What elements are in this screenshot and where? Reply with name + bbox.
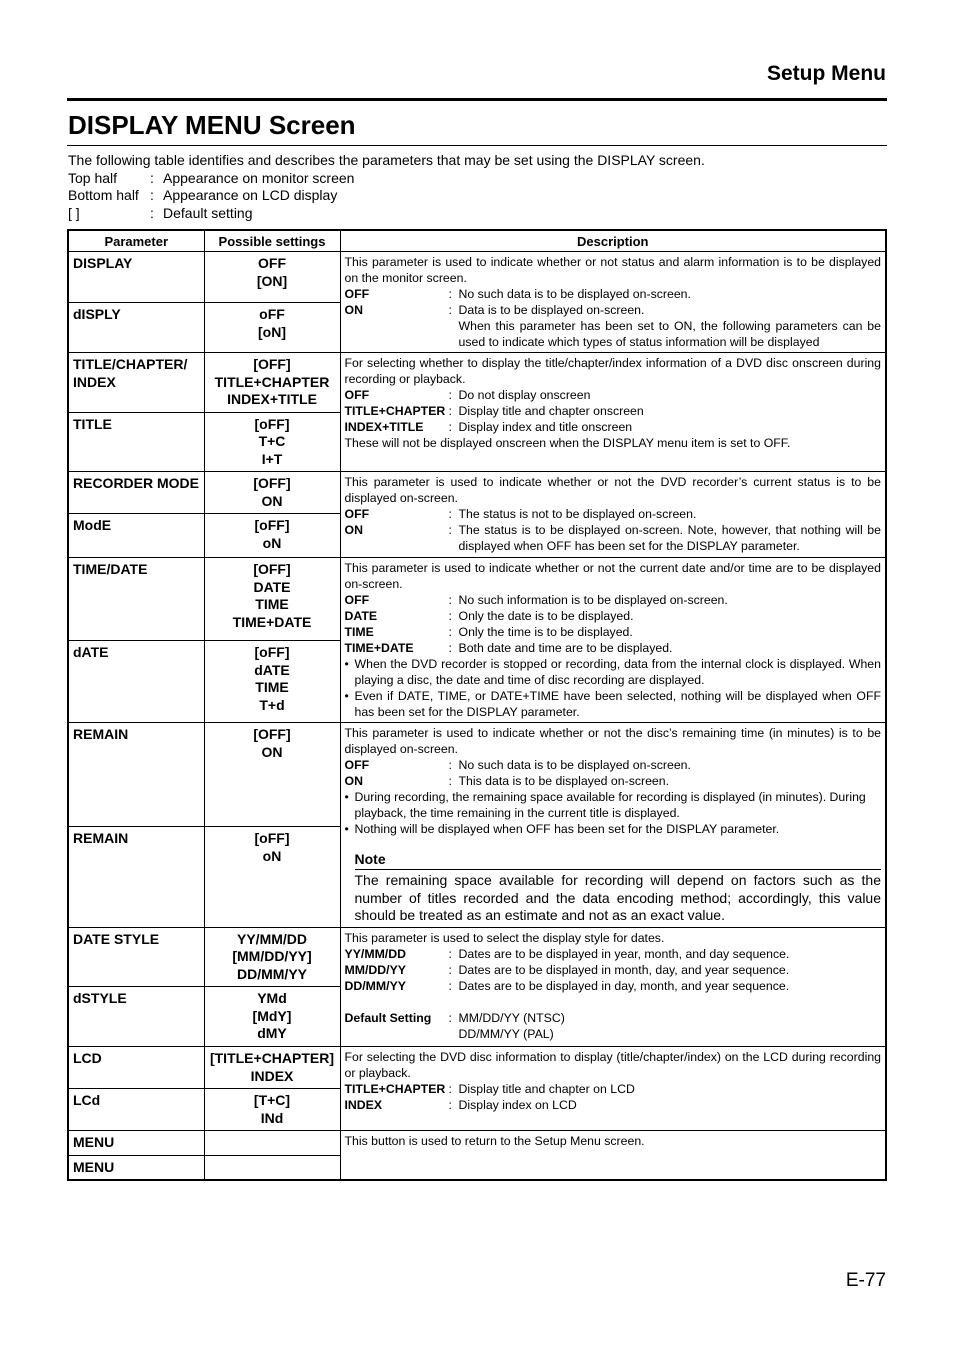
settings-bottom (204, 412, 340, 472)
bullet-item: • During recording, the remaining space available for recording is displayed (in minutes). During playback, the time remaining in the current title is displayed. (344, 790, 866, 820)
setting: oN (262, 847, 282, 864)
setting: YMd (257, 990, 287, 1006)
setting: [OFF] (253, 561, 291, 577)
option-item: TITLE+CHAPTER : Display title and chapter on LCD (344, 1082, 635, 1096)
option-item: INDEX : Display index on LCD (344, 1098, 577, 1112)
header-description: Description (340, 230, 886, 252)
setting: INDEX+TITLE (227, 391, 317, 407)
setting: ON (261, 492, 283, 509)
settings-top (204, 353, 340, 413)
setting: T+d (259, 696, 285, 713)
setting: INd (260, 1109, 284, 1126)
option-item: MM/DD/YY : Dates are to be displayed in month, day, and year sequence. (344, 962, 790, 977)
setting: [OFF] (253, 726, 291, 742)
setting: TIME+DATE (232, 613, 312, 630)
option-item: DATE : Only the date is to be displayed. (344, 609, 634, 623)
option-item: DD/MM/YY : Dates are to be displayed in day, month, and year sequence. (344, 978, 790, 993)
option-item: ON : Data is to be displayed on-screen. (344, 303, 645, 317)
param-bottom: ModE (68, 514, 204, 558)
option-item: YY/MM/DD : Dates are to be displayed in year, month, and day sequence. (344, 946, 790, 961)
default-setting-alt: DD/MM/YY (PAL) (458, 1026, 554, 1041)
settings-bottom (204, 827, 340, 927)
desc-extra: These will not be displayed onscreen when the DISPLAY menu item is set to OFF. (344, 436, 791, 450)
setting: [OFF] (253, 356, 291, 372)
legend-key: Top half (68, 169, 118, 186)
settings-top (204, 472, 340, 514)
table-row (68, 558, 886, 641)
option-extra: When this parameter has been set to ON, the following parameters can be used to indicate which types of status information will be displayed (458, 319, 881, 349)
table-row (68, 1131, 886, 1156)
table-row (68, 1047, 886, 1089)
param-top: LCD (68, 1047, 204, 1089)
param-bottom: MENU (68, 1155, 204, 1180)
legend-colon: : (150, 169, 154, 186)
setting: [oFF] (254, 830, 290, 847)
param-top: TIME/DATE (68, 558, 204, 641)
setting: [oFF] (254, 517, 290, 533)
desc-text: This parameter is used to indicate whether or not the DVD recorder’s current status is to be displayed on-screen. (344, 475, 881, 505)
legend-row (68, 205, 705, 223)
desc-text: This parameter is used to indicate whether or not the disc’s remaining time (in minutes) is to be displayed on-screen. (344, 726, 881, 756)
table-header-row (68, 230, 886, 252)
param-top: DISPLAY (68, 252, 204, 303)
param-top: REMAIN (68, 723, 204, 827)
description (340, 723, 886, 928)
page-number: E-77 (845, 1270, 886, 1291)
option-item: OFF : Do not display onscreen (344, 388, 591, 402)
table-row (68, 472, 886, 514)
setting: TIME (255, 679, 289, 695)
param-bottom: dSTYLE (68, 987, 204, 1047)
header-settings: Possible settings (204, 230, 340, 252)
description (340, 252, 886, 353)
setting: DD/MM/YY (237, 965, 307, 982)
setting: [TITLE+CHAPTER] (209, 1050, 335, 1066)
setting: TIME (255, 596, 289, 612)
table-row (68, 723, 886, 827)
legend-colon: : (150, 187, 154, 203)
desc-text: This parameter is used to indicate whether or not the current date and/or time are to be displayed on-screen. (344, 561, 881, 591)
table-row (68, 927, 886, 987)
table-row (68, 353, 886, 413)
settings-top (204, 723, 340, 827)
setting: [oFF] (254, 644, 290, 660)
param-bottom: LCd (68, 1089, 204, 1131)
setting: ON (261, 743, 283, 760)
setting: I+T (261, 450, 283, 467)
option-item: OFF : No such data is to be displayed on-screen. (344, 287, 691, 301)
setting: TITLE+CHAPTER (214, 373, 330, 390)
param-top: DATE STYLE (68, 927, 204, 987)
setting: oFF (259, 306, 285, 322)
option-item: OFF : No such data is to be displayed on-screen. (344, 758, 691, 772)
default-setting: Default Setting : MM/DD/YY (NTSC) (344, 1010, 565, 1025)
param-bottom: TITLE (68, 412, 204, 472)
setting: [oFF] (254, 415, 290, 432)
display-parameters-table (67, 229, 887, 1181)
settings-top (204, 927, 340, 987)
setting: dATE (254, 661, 290, 678)
param-top: MENU (68, 1131, 204, 1156)
setting: [MM/DD/YY] (232, 948, 312, 964)
legend-colon: : (150, 204, 154, 221)
intro-text: The following table identifies and describes the parameters that may be set using the DISPLAY screen. (68, 152, 705, 168)
option-item: OFF : No such information is to be displayed on-screen. (344, 593, 728, 607)
option-item: TITLE+CHAPTER : Display title and chapter onscreen (344, 404, 644, 418)
note-heading: Note (355, 851, 882, 870)
legend-value: Appearance on LCD display (163, 187, 338, 203)
setting: [T+C] (253, 1092, 291, 1108)
header-parameter: Parameter (68, 230, 204, 252)
description (340, 353, 886, 472)
table-row (68, 252, 886, 303)
legend-row (68, 187, 705, 205)
settings-top (204, 558, 340, 641)
settings-top (204, 1131, 340, 1156)
setting: DATE (253, 578, 291, 595)
note-text: The remaining space available for recording will depend on factors such as the number of titles recorded and the data encoding method; accordingly, this value should be treated as an estimate and not as an exact value. (354, 872, 881, 923)
option-item: OFF : The status is not to be displayed on-screen. (344, 507, 697, 521)
settings-bottom (204, 303, 340, 353)
settings-bottom (204, 514, 340, 558)
settings-bottom (204, 1089, 340, 1131)
param-bottom: dISPLY (68, 303, 204, 353)
page-title: DISPLAY MENU Screen (68, 110, 356, 140)
description (340, 472, 886, 558)
param-top: RECORDER MODE (68, 472, 204, 514)
setting: INDEX (250, 1067, 294, 1084)
param-bottom: REMAIN (68, 827, 204, 927)
desc-text: For selecting the DVD disc information to display (title/chapter/index) on the LCD during recording or playback. (344, 1050, 881, 1080)
description (340, 1047, 886, 1131)
top-rule (67, 98, 887, 101)
option-item: ON : The status is to be displayed on-screen. Note, however, that nothing will be displayed when OFF has been set for the DISPLAY parameter. (344, 523, 881, 553)
legend-row (68, 170, 705, 188)
setting: OFF (258, 255, 286, 271)
option-item: ON : This data is to be displayed on-screen. (344, 774, 670, 788)
setting: [oN] (258, 323, 286, 340)
description (340, 558, 886, 723)
desc-text: This button is used to return to the Setup Menu screen. (344, 1134, 645, 1148)
settings-top (204, 1047, 340, 1089)
legend-value: Default setting (163, 204, 253, 221)
description (340, 1131, 886, 1181)
setting: YY/MM/DD (237, 930, 307, 947)
setting: [ON] (256, 272, 288, 289)
legend-key: Bottom half (68, 187, 139, 203)
desc-text: For selecting whether to display the title/chapter/index information of a DVD disc onscreen during recording or playback. (344, 356, 881, 386)
setting: [OFF] (253, 475, 291, 491)
option-item: TIME+DATE : Both date and time are to be displayed. (344, 641, 673, 655)
intro (68, 152, 705, 222)
setting: dMY (257, 1025, 287, 1041)
setting: oN (262, 534, 282, 551)
settings-bottom (204, 641, 340, 723)
settings-top (204, 252, 340, 303)
legend-key: [ ] (68, 204, 80, 221)
param-top: TITLE/CHAPTER/ INDEX (68, 353, 204, 413)
option-item: INDEX+TITLE : Display index and title onscreen (344, 420, 633, 434)
bullet-item: • Even if DATE, TIME, or DATE+TIME have been selected, nothing will be displayed when OFF has been set for the DISPLAY parameter. (344, 689, 881, 719)
section-heading: Setup Menu (767, 62, 886, 85)
desc-text: This parameter is used to indicate whether or not status and alarm information is to be displayed on the monitor screen. (344, 255, 881, 285)
legend-value: Appearance on monitor screen (163, 169, 355, 186)
setting: T+C (258, 433, 286, 449)
title-rule (67, 145, 887, 146)
setting: [MdY] (252, 1007, 292, 1024)
settings-bottom (204, 987, 340, 1047)
description (340, 927, 886, 1047)
settings-bottom (204, 1155, 340, 1180)
option-item: TIME : Only the time is to be displayed. (344, 625, 633, 639)
bullet-item: • When the DVD recorder is stopped or recording, data from the internal clock is displayed. When playing a disc, the date and time of disc recording are displayed. (344, 657, 881, 687)
desc-text: This parameter is used to select the display style for dates. (344, 930, 665, 945)
param-bottom: dATE (68, 641, 204, 723)
bullet-item: • Nothing will be displayed when OFF has been set for the DISPLAY parameter. (344, 822, 780, 836)
